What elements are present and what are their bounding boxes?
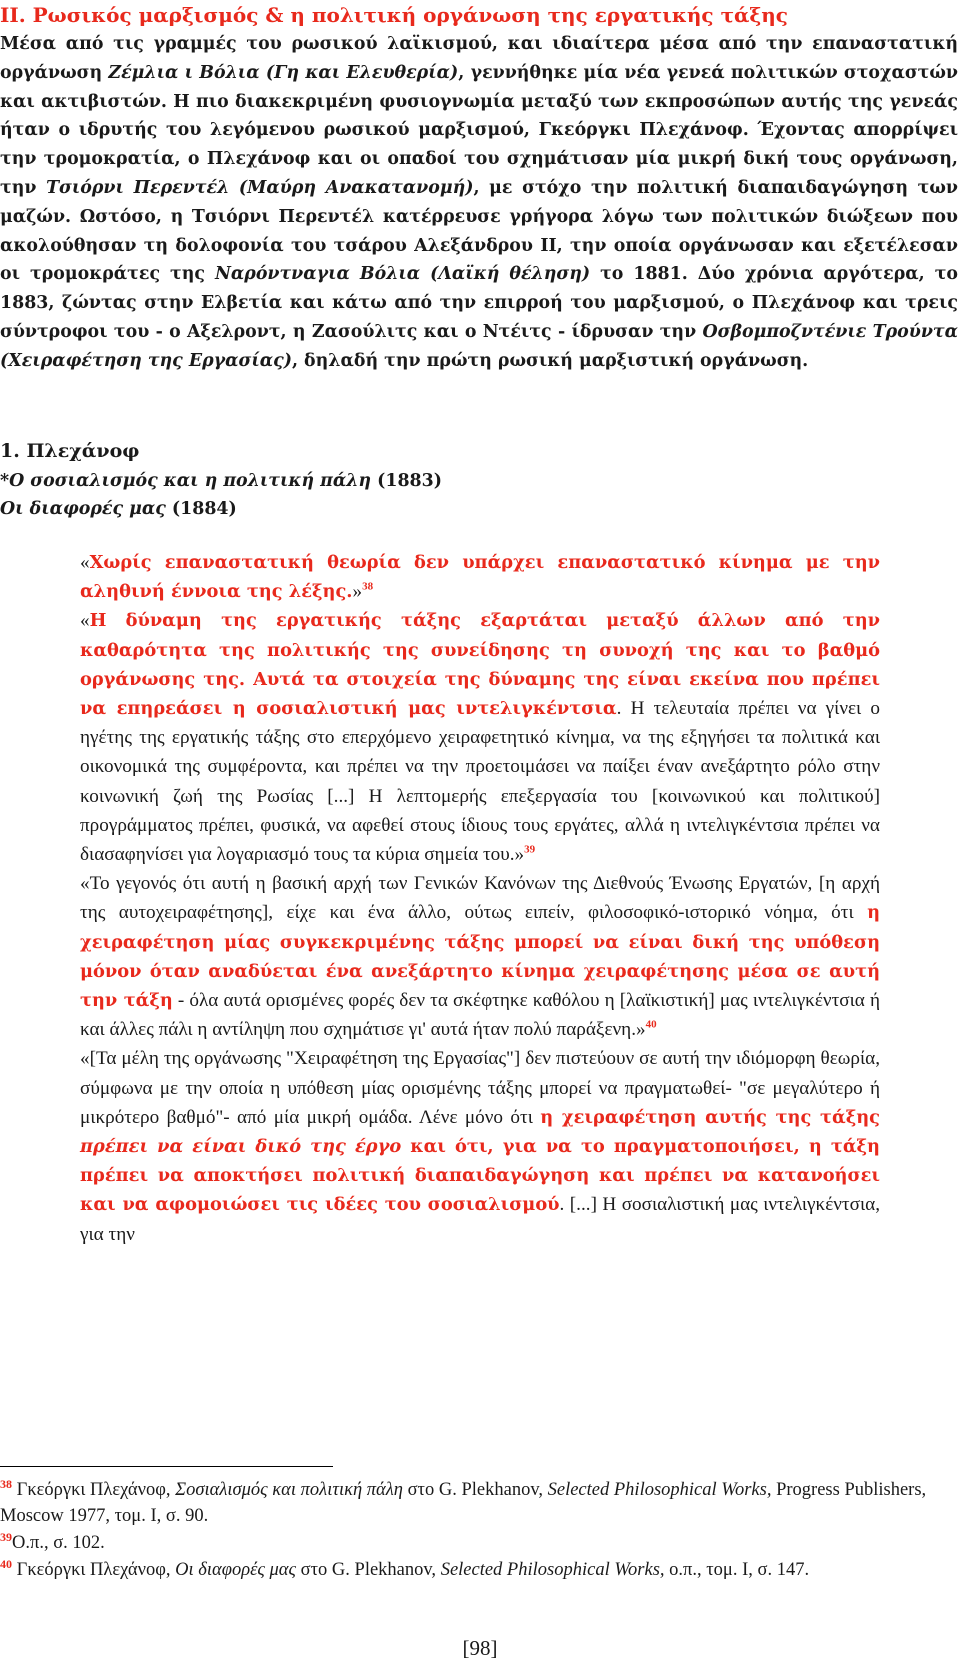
quote-highlight: Η δύναμη της εργατικής τάξης εξαρτάται μεταξύ άλλων από την καθαρότητα της πολιτικής της συνείδησης τη συνοχή της και το βαθμό οργάνωσης της. Αυτά τα στοιχεία της δύναμης της είναι εκείνα που πρέπει να επηρεάσει η σοσιαλιστική μας ιντελιγκέντσια	[80, 610, 880, 720]
footnote-number: 40	[0, 1556, 12, 1571]
quote-39	[80, 606, 880, 869]
intro-text: , δηλαδή την πρώτη ρωσική μαρξιστική οργάνωση.	[291, 350, 809, 371]
work-item	[0, 495, 442, 523]
quote-text: . [...] Η σοσιαλιστική μας ιντελιγκέντσια, για την	[80, 1194, 880, 1245]
footnote-italic: Σοσιαλισμός και πολιτική πάλη	[175, 1480, 403, 1500]
quote-highlight: η χειραφέτηση αυτής της τάξης	[540, 1106, 880, 1128]
quote-highlight-italic: πρέπει να είναι δικό της έργο	[80, 1136, 402, 1158]
footnote-text: ο.π., τομ. Ι, σ. 147.	[664, 1560, 810, 1580]
quote-41	[80, 1044, 880, 1248]
footnote-ref[interactable]: 38	[362, 580, 374, 593]
intro-text: , με στόχο την πολιτική διαπαιδαγώγηση των μαζών. Ωστόσο, η Τσιόρνι Περεντέλ κατέρρευσε γρήγορα λόγω των πολιτικών διώξεων που ακολούθησαν τη δολοφονία του τσάρου Αλεξάνδρου ΙΙ, την οποία οργάνωσαν και εξετέλεσαν οι τρομοκράτες της	[0, 177, 958, 285]
works-list	[0, 467, 442, 523]
intro-italic: (Χειραφέτηση της Εργασίας)	[0, 350, 292, 371]
footnote-ref[interactable]: 40	[645, 1018, 657, 1031]
quote-highlight: και ότι, για να το πραγματοποιήσει, η τάξη πρέπει να αποκτήσει πολιτική διαπαιδαγώγηση και πρέπει να κατανοήσει και να αφομοιώσει τις ιδέες του σοσιαλισμού	[80, 1136, 880, 1216]
intro-text: το 1881. Δύο χρόνια αργότερα, το 1883, ζώντας στην Ελβετία και κάτω από την επιρροή του μαρξισμού, ο Πλεχάνοφ και τρεις σύντροφοι του - ο Αξελροντ, η Ζασούλιτς και ο Ντέιτς - ίδρυσαν την	[0, 264, 959, 342]
quote-highlight: η χειραφέτηση μίας συγκεκριμένης τάξης μπορεί να είναι δική της υπόθεση μόνον όταν αναδύεται ένα ανεξάρτητο κίνημα χειραφέτησης μέσα σε αυτή την τάξη	[80, 902, 880, 1012]
footnote-number: 39	[0, 1529, 12, 1544]
footnote-text: στο G. Plekhanov,	[402, 1480, 548, 1500]
intro-italic: Τσιόρνι Περεντέλ (Μαύρη Ανακατανομή)	[46, 177, 474, 198]
footnote-italic: Selected Philosophical Works,	[547, 1480, 772, 1500]
intro-italic: Ζέμλια ι Βόλια (Γη και Ελευθερία)	[108, 62, 459, 83]
footnote-38	[0, 1477, 958, 1529]
work-title: Οι διαφορές μας	[0, 499, 166, 519]
footnote-39	[0, 1530, 958, 1556]
chapter-title: ΙΙ. Ρωσικός μαρξισμός & η πολιτική οργάνωση της εργατικής τάξης	[0, 3, 788, 27]
footnote-divider	[0, 1466, 333, 1467]
quote-mark: «	[80, 552, 90, 573]
section-heading: 1. Πλεχάνοφ	[0, 440, 140, 462]
quote-text: «Το γεγονός ότι αυτή η βασική αρχή των Γενικών Κανόνων της Διεθνούς Ένωσης Εργατών, [η αρχή της αυτοχειραφέτησης], είχε και ένα άλλο, ούτως ειπείν, φιλοσοφικό-ιστορικό νόημα, ότι	[80, 873, 880, 924]
footnote-text: Ο.π., σ. 102.	[12, 1533, 105, 1553]
intro-text: Μέσα από τις γραμμές του ρωσικού λαϊκισμού, και ιδιαίτερα μέσα από την επαναστατική οργάνωση	[0, 34, 958, 83]
intro-text: , γεννήθηκε μία νέα γενεά πολιτικών στοχαστών και ακτιβιστών. Η πιο διακεκριμένη φυσιογνωμία μεταξύ των εκπροσώπων αυτής της γενεάς ήταν ο ιδρυτής του λεγόμενου ρωσικού μαρξισμού, Γκεόργκι Πλεχάνοφ. Έχοντας απορρίψει την τρομοκρατία, ο Πλεχάνοφ και οι οπαδοί του σχημάτισαν μία μικρή δική τους οργάνωση, την	[0, 62, 958, 198]
footnote-text: Γκεόργκι Πλεχάνοφ,	[12, 1560, 176, 1580]
quote-text: - όλα αυτά ορισμένες φορές δεν τα σκέφτηκε καθόλου η [λαϊκιστική] μας ιντελιγκέντσια ή και άλλες πάλι η αντίληψη που σχημάτισε γι' αυτά ήταν πολύ παράξενη.»	[80, 990, 880, 1041]
footnote-number: 38	[0, 1476, 12, 1491]
quote-mark: «	[80, 610, 90, 632]
intro-italic: Ναρόντναγια Βόλια (Λαϊκή θέληση)	[214, 264, 591, 285]
work-title: *Ο σοσιαλισμός και η πολιτική πάλη	[0, 471, 372, 491]
quotes-block	[80, 548, 880, 1249]
page-number: [98]	[462, 1636, 498, 1660]
quote-40	[80, 869, 880, 1044]
quote-38	[80, 548, 880, 606]
work-year: (1884)	[165, 499, 237, 519]
footnote-italic: Selected Philosophical Works,	[440, 1560, 665, 1580]
footnote-text: Progress Publishers, Moscow 1977, τομ. Ι, σ. 90.	[0, 1480, 927, 1526]
intro-italic: Οσβομποζντένιε Τρούντα	[702, 321, 958, 342]
quote-text: . Η τελευταία πρέπει να γίνει ο ηγέτης της εργατικής τάξης στο επερχόμενο χειραφετητικό κίνημα, να της εξηγήσει τα πολιτικά και οικονομικά της συμφέροντα, και πρέπει να την προετοιμάσει να παίξει έναν ανεξάρτητο ρόλο στην κοινωνική ζωή της Ρωσίας [...] Η λεπτομερής επεξεργασία του [κοινωνικού και πολιτικού] προγράμματος πρέπει, φυσικά, να αφεθεί στους ίδιους τους εργάτες, αλλά η ιντελιγκέντσια πρέπει να διασαφηνίσει για λογαριασμό τους τα κύρια σημεία του.»	[80, 698, 880, 866]
footnote-text: στο G. Plekhanov,	[296, 1560, 441, 1580]
work-year: (1883)	[371, 471, 442, 491]
quote-highlight: Χωρίς επαναστατική θεωρία δεν υπάρχει επαναστατικό κίνημα με την αληθινή έννοια της λέξης.	[80, 552, 880, 603]
intro-paragraph	[0, 30, 958, 376]
quote-text: «[Τα μέλη της οργάνωσης "Χειραφέτηση της Εργασίας"] δεν πιστεύουν σε αυτή την ιδιόμορφη θεωρία, σύμφωνα με την οποία η υπόθεση μίας ορισμένης τάξης μπορεί να πραγματωθεί- "σε μεγαλύτερο ή μικρότερο βαθμό"- από μία μικρή ομάδα. Λένε μόνο ότι	[80, 1048, 880, 1128]
footnote-40	[0, 1557, 958, 1583]
work-item	[0, 467, 442, 495]
footnote-italic: Οι διαφορές μας	[175, 1560, 297, 1580]
footnote-ref[interactable]: 39	[524, 843, 536, 856]
quote-mark: »	[352, 581, 363, 603]
footnote-text: Γκεόργκι Πλεχάνοφ,	[12, 1480, 176, 1500]
